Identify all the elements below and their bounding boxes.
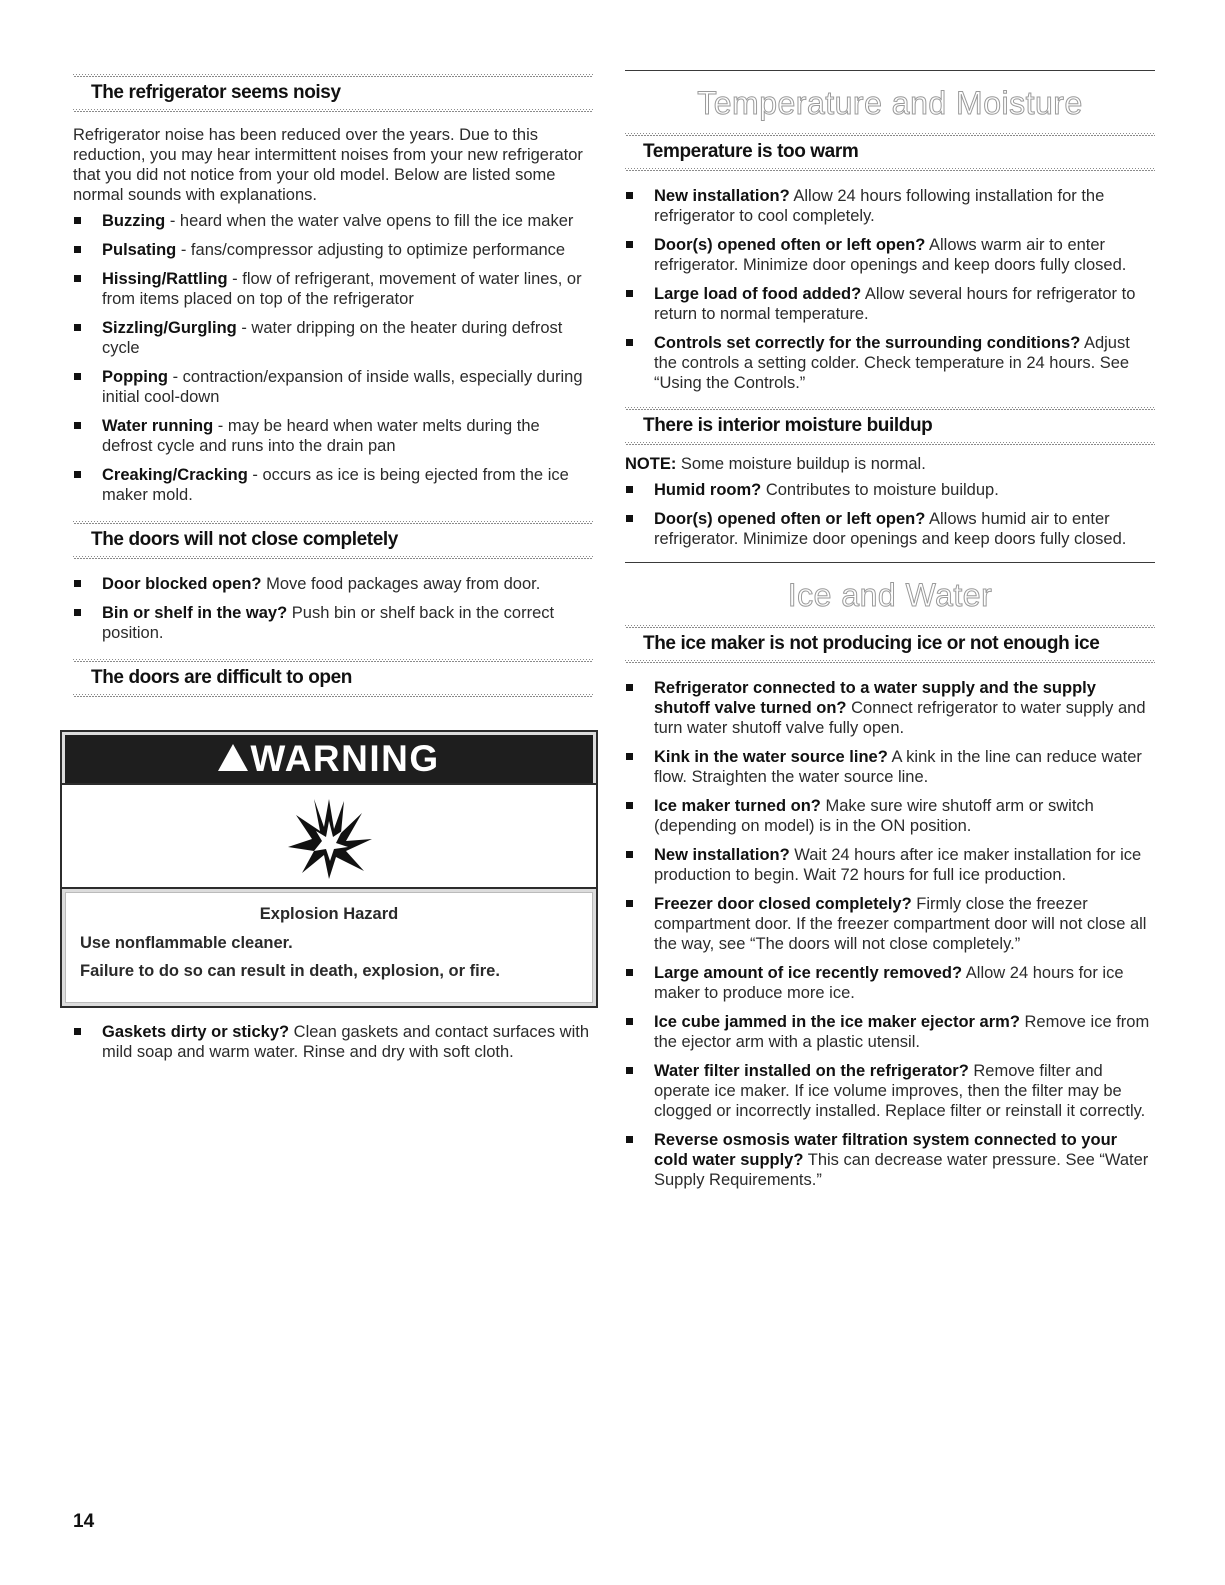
item-term: Pulsating bbox=[102, 241, 177, 259]
section-heading-ice-maker: The ice maker is not producing ice or not enough ice bbox=[643, 633, 1100, 654]
bullet-icon bbox=[74, 609, 81, 616]
bullet-icon bbox=[626, 241, 633, 248]
warning-line-1: Use nonflammable cleaner. bbox=[80, 934, 293, 952]
warning-body bbox=[65, 892, 593, 1003]
list-item bbox=[73, 603, 593, 643]
item-term: New installation? bbox=[654, 187, 790, 205]
bullet-icon bbox=[626, 1136, 633, 1143]
item-text: Move food packages away from door. bbox=[261, 575, 541, 593]
item-text: This can decrease water pressure. See “Water Supply Requirements.” bbox=[654, 1151, 1149, 1189]
list-item bbox=[73, 465, 593, 505]
item-term: Controls set correctly for the surrounding conditions? bbox=[654, 334, 1081, 352]
dotted-rule bbox=[625, 441, 1155, 446]
list-item bbox=[625, 678, 1155, 738]
item-term: Popping bbox=[102, 368, 168, 386]
list-item bbox=[625, 1061, 1155, 1121]
item-text: Firmly close the freezer compartment door. If the freezer compartment door will not close all the way, see “The doors will not close completely.” bbox=[654, 895, 1147, 953]
page-number: 14 bbox=[73, 1511, 95, 1532]
bullet-icon bbox=[626, 339, 633, 346]
item-text: - may be heard when water melts during the defrost cycle and runs into the drain pan bbox=[102, 417, 540, 455]
list-item bbox=[625, 1012, 1155, 1052]
item-term: Door(s) opened often or left open? bbox=[654, 236, 926, 254]
right-column bbox=[625, 0, 1155, 1199]
item-text: Wait 24 hours after ice maker installation for ice production to begin. Wait 72 hours for full ice production. bbox=[654, 846, 1142, 884]
section-heading-doors-open: The doors are difficult to open bbox=[91, 667, 352, 688]
list-item bbox=[625, 894, 1155, 954]
bullet-icon bbox=[74, 1028, 81, 1035]
list-item bbox=[73, 574, 593, 594]
item-text: Make sure wire shutoff arm or switch (depending on model) is in the ON position. bbox=[654, 797, 1094, 835]
moisture-list bbox=[625, 480, 1155, 549]
item-term: Hissing/Rattling bbox=[102, 270, 228, 288]
doors-open-list bbox=[73, 1022, 593, 1062]
bullet-icon bbox=[626, 900, 633, 907]
list-item bbox=[73, 240, 593, 260]
item-text: - water dripping on the heater during defrost cycle bbox=[102, 319, 563, 357]
warning-hazard-title: Explosion Hazard bbox=[259, 905, 399, 923]
item-term: Large load of food added? bbox=[654, 285, 862, 303]
item-term: Humid room? bbox=[654, 481, 762, 499]
item-term: Creaking/Cracking bbox=[102, 466, 248, 484]
dotted-rule bbox=[73, 693, 593, 698]
ice-maker-list bbox=[625, 678, 1155, 1190]
list-item bbox=[73, 211, 593, 231]
item-text: A kink in the line can reduce water flow. Straighten the water source line. bbox=[654, 748, 1142, 786]
bullet-icon bbox=[74, 217, 81, 224]
item-text: Allows warm air to enter refrigerator. Minimize door openings and keep doors fully closed. bbox=[654, 236, 1127, 274]
item-text: - occurs as ice is being ejected from the ice maker mold. bbox=[102, 466, 569, 504]
item-text: Remove ice from the ejector arm with a plastic utensil. bbox=[654, 1013, 1150, 1051]
list-item bbox=[625, 963, 1155, 1003]
dotted-rule bbox=[73, 555, 593, 560]
item-text: - fans/compressor adjusting to optimize performance bbox=[176, 241, 566, 259]
bullet-icon bbox=[626, 192, 633, 199]
item-term: Water running bbox=[102, 417, 214, 435]
item-term: Kink in the water source line? bbox=[654, 748, 888, 766]
dotted-rule bbox=[625, 167, 1155, 172]
noisy-list bbox=[73, 211, 593, 505]
dotted-rule bbox=[73, 108, 593, 113]
list-item bbox=[625, 480, 1155, 500]
bullet-icon bbox=[74, 471, 81, 478]
list-item bbox=[73, 1022, 593, 1062]
bullet-icon bbox=[74, 246, 81, 253]
item-term: Water filter installed on the refrigerator? bbox=[654, 1062, 969, 1080]
item-term: Sizzling/Gurgling bbox=[102, 319, 237, 337]
list-item bbox=[625, 796, 1155, 836]
item-term: Freezer door closed completely? bbox=[654, 895, 912, 913]
item-term: Large amount of ice recently removed? bbox=[654, 964, 963, 982]
list-item bbox=[625, 333, 1155, 393]
bullet-icon bbox=[626, 486, 633, 493]
item-text: - heard when the water valve opens to fill the ice maker bbox=[165, 212, 574, 230]
item-text: Allows humid air to enter refrigerator. Minimize door openings and keep doors fully closed. bbox=[654, 510, 1127, 548]
warning-header bbox=[65, 735, 593, 783]
item-text: Clean gaskets and contact surfaces with mild soap and warm water. Rinse and dry with soft cloth. bbox=[102, 1023, 590, 1061]
bullet-icon bbox=[626, 515, 633, 522]
list-item bbox=[625, 747, 1155, 787]
section-heading-moisture: There is interior moisture buildup bbox=[643, 415, 933, 436]
left-column bbox=[73, 0, 593, 1071]
item-term: Door(s) opened often or left open? bbox=[654, 510, 926, 528]
explosion-icon bbox=[62, 783, 596, 889]
item-text: Push bin or shelf back in the correct position. bbox=[102, 604, 555, 642]
item-text: Remove filter and operate ice maker. If ice volume improves, then the filter may be clogged or incorrectly installed. Replace filter or reinstall it correctly. bbox=[654, 1062, 1146, 1120]
item-term: Bin or shelf in the way? bbox=[102, 604, 288, 622]
item-term: New installation? bbox=[654, 846, 790, 864]
item-term: Gaskets dirty or sticky? bbox=[102, 1023, 290, 1041]
item-text: Adjust the controls a setting colder. Check temperature in 24 hours. See “Using the Controls.” bbox=[654, 334, 1130, 392]
warning-triangle-icon bbox=[218, 744, 248, 771]
list-item bbox=[625, 284, 1155, 324]
bullet-icon bbox=[74, 324, 81, 331]
ice-water-title: Ice and Water bbox=[787, 577, 993, 613]
warning-box bbox=[60, 730, 598, 1008]
doors-close-list bbox=[73, 574, 593, 643]
list-item bbox=[73, 416, 593, 456]
list-item bbox=[625, 235, 1155, 275]
section-heading-noisy: The refrigerator seems noisy bbox=[91, 82, 341, 103]
bullet-icon bbox=[626, 290, 633, 297]
bullet-icon bbox=[626, 1067, 633, 1074]
list-item bbox=[625, 186, 1155, 226]
bullet-icon bbox=[626, 753, 633, 760]
bullet-icon bbox=[626, 684, 633, 691]
item-term: Door blocked open? bbox=[102, 575, 262, 593]
list-item bbox=[625, 1130, 1155, 1190]
item-term: Ice maker turned on? bbox=[654, 797, 821, 815]
bullet-icon bbox=[626, 969, 633, 976]
bullet-icon bbox=[74, 580, 81, 587]
item-text: - contraction/expansion of inside walls, especially during initial cool-down bbox=[102, 368, 583, 406]
item-term: Reverse osmosis water filtration system connected to your cold water supply? bbox=[654, 1131, 1118, 1169]
bullet-icon bbox=[74, 373, 81, 380]
list-item bbox=[73, 318, 593, 358]
list-item bbox=[625, 845, 1155, 885]
item-text: Allow several hours for refrigerator to return to normal temperature. bbox=[654, 285, 1136, 323]
item-text: Connect refrigerator to water supply and turn water shutoff valve fully open. bbox=[654, 699, 1146, 737]
section-heading-too-warm: Temperature is too warm bbox=[643, 141, 859, 162]
list-item bbox=[73, 269, 593, 309]
warning-line-2: Failure to do so can result in death, explosion, or fire. bbox=[80, 962, 500, 980]
bullet-icon bbox=[626, 1018, 633, 1025]
bullet-icon bbox=[74, 422, 81, 429]
item-text: - flow of refrigerant, movement of water lines, or from items placed on top of the refrigerator bbox=[102, 270, 582, 308]
too-warm-list bbox=[625, 186, 1155, 393]
bullet-icon bbox=[626, 851, 633, 858]
list-item bbox=[625, 509, 1155, 549]
list-item bbox=[73, 367, 593, 407]
item-term: Buzzing bbox=[102, 212, 166, 230]
note-label: NOTE: bbox=[625, 455, 677, 473]
dotted-rule bbox=[625, 659, 1155, 664]
item-text: Allow 24 hours following installation for the refrigerator to cool completely. bbox=[654, 187, 1105, 225]
bullet-icon bbox=[74, 275, 81, 282]
bullet-icon bbox=[626, 802, 633, 809]
section-heading-doors-close: The doors will not close completely bbox=[91, 529, 398, 550]
item-text: Contributes to moisture buildup. bbox=[761, 481, 999, 499]
temperature-moisture-title: Temperature and Moisture bbox=[697, 85, 1083, 121]
warning-label: WARNING bbox=[250, 738, 440, 779]
note-text: Some moisture buildup is normal. bbox=[676, 455, 926, 473]
item-term: Ice cube jammed in the ice maker ejector arm? bbox=[654, 1013, 1020, 1031]
noisy-intro: Refrigerator noise has been reduced over the years. Due to this reduction, you may hear intermittent noises from your new refrigerator that you did not notice from your old model. Below are listed some normal sounds with explanations. bbox=[73, 126, 583, 204]
item-text: Allow 24 hours for ice maker to produce more ice. bbox=[654, 964, 1124, 1002]
item-term: Refrigerator connected to a water supply and the supply shutoff valve turned on? bbox=[654, 679, 1096, 717]
moisture-note bbox=[625, 454, 1155, 474]
